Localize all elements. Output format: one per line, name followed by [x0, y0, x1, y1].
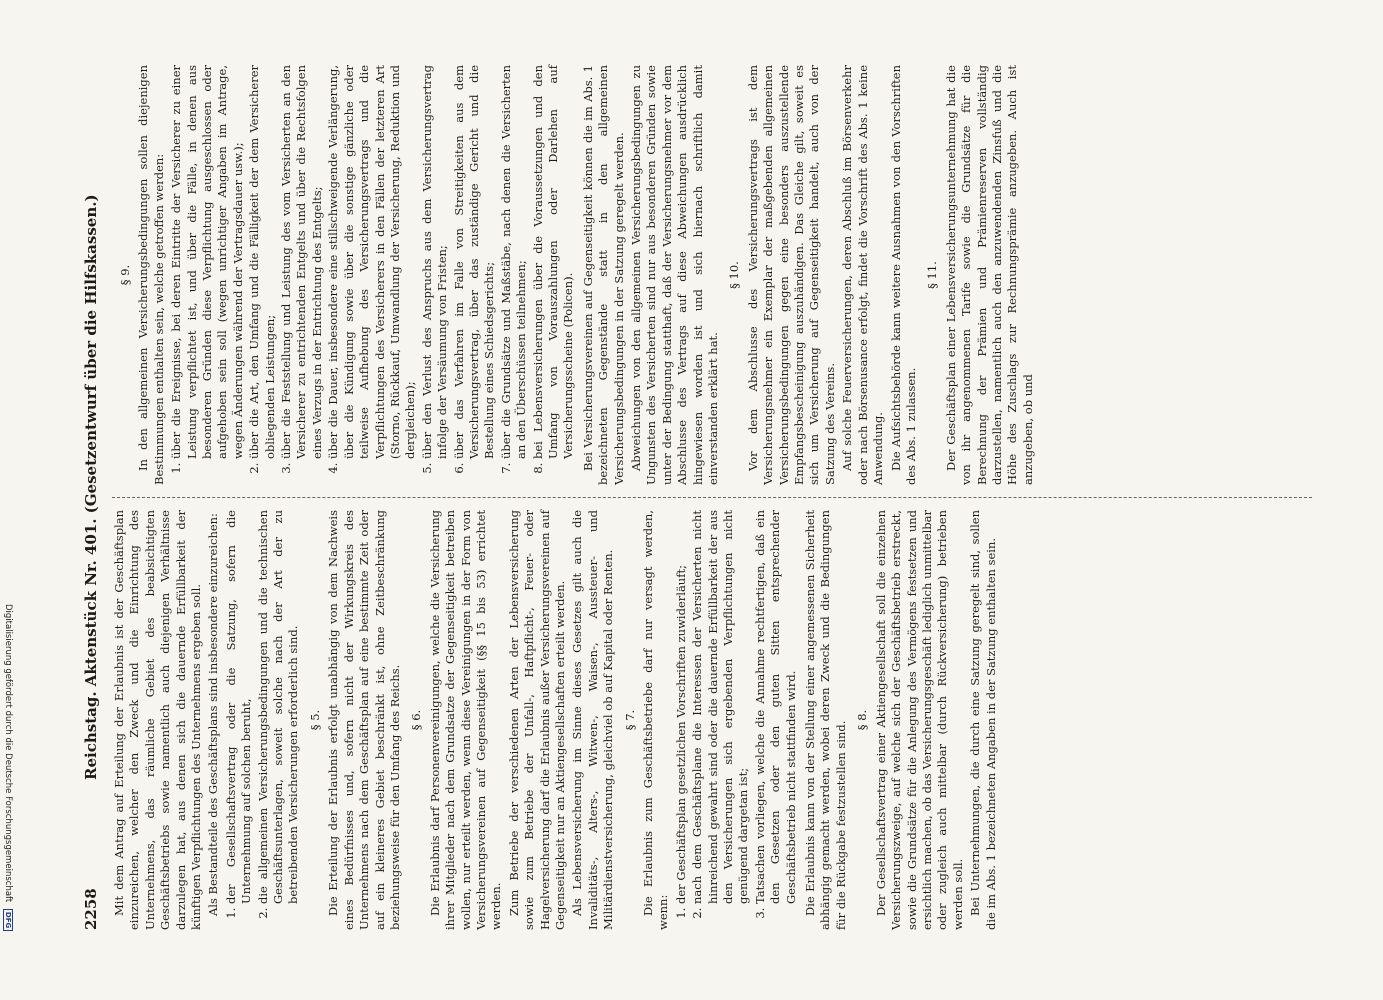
column-divider [112, 497, 1312, 498]
section-heading: § 9. [118, 264, 132, 286]
section-heading: § 8. [855, 709, 870, 731]
paragraph: Mit dem Antrag auf Erteilung der Erlaubnis ist der Geschäftsplan einzureichen, welcher den Zweck und die Einrichtung des Unternehmens, das räumliche Gebiet des beabsichtigten Geschäftsbetriebs sowie namentlich auch diejenigen Verhältnisse darzulegen hat, aus denen sich die dauernde Erfüllbarkeit der künftigen Verpflichtungen des Unternehmens ergeben soll. [112, 510, 204, 930]
list-item: 3. Tatsachen vorliegen, welche die Annahme rechtfertigen, daß ein den Gesetzen oder den guten Sitten entsprechender Geschäftsbetrieb nicht stattfinden wird. [753, 510, 799, 904]
list-item: 7. über die Grundsätze und Maßstäbe, nach denen die Versicherten an den Überschüssen teilnehmen; [499, 65, 530, 459]
list-item: 2. die allgemeinen Versicherungsbedingungen und die technischen Geschäftsunterlagen, soweit solche nach der Art der zu betreibenden Versicherungen erforderlich sind. [256, 510, 302, 904]
paragraph: In den allgemeinen Versicherungsbedingungen sollen diejenigen Bestimmungen enthalten sein, welche getroffen werden: [136, 65, 166, 485]
paragraph: Der Gesellschaftsvertrag einer Aktiengesellschaft soll die einzelnen Versicherungszweige, auf welche sich der Geschäftsbetrieb erstreckt, sowie die Grundsätze für die Anlegung des Vermögens festsetzen und ersichtlich machen, ob das Versicherungsgeschäft lediglich unmittelbar oder zugleich auch mittelbar (durch Rückversicherung) betrieben werden soll. [873, 510, 965, 930]
digitization-text: Digitalisierung gefördert durch die Deutsche Forschungsgemeinschaft [3, 604, 13, 903]
paragraph: Die Erlaubnis darf Personenvereinigungen, welche die Versicherung ihrer Mitglieder nach dem Grundsatze der Gegenseitigkeit betreiben wollen, nur erteilt werden, wenn diese Vereinigungen in der Form von Versicherungsvereinen auf Gegenseitigkeit (§§ 15 bis 53) errichtet werden. [427, 510, 504, 930]
running-title: Reichstag. Aktenstück Nr. 401. (Gesetzentwurf über die Hilfskassen.) [82, 194, 100, 780]
list-item: 6. über das Verfahren im Falle von Streitigkeiten aus dem Versicherungsvertrag, über das zuständige Gericht und die Bestellung eines Schiedsgerichts; [452, 65, 498, 459]
section-heading: § 7. [622, 709, 637, 731]
list [224, 510, 302, 930]
section-heading: § 10. [727, 261, 742, 289]
list-item: 5. über den Verlust des Anspruchs aus dem Versicherungsvertrag infolge der Versäumung von Fristen; [420, 65, 451, 459]
dfg-logo: DFG [3, 909, 13, 931]
section-heading: § 6. [409, 709, 424, 731]
paragraph: Die Erteilung der Erlaubnis erfolgt unabhängig von dem Nachweis eines Bedürfnisses und, sofern nicht der Wirkungskreis des Unternehmens nach dem Geschäftsplan auf eine bestimmte Zeit oder auf ein kleineres Gebiet beschränkt ist, ohne Zeitbeschränkung beziehungsweise für den Umfang des Reichs. [326, 510, 402, 930]
left-column [112, 510, 1312, 930]
list-item: 1. der Gesellschaftsvertrag oder die Satzung, sofern die Unternehmung auf solchen beruht, [224, 510, 255, 904]
section-heading: § 5. [307, 709, 322, 731]
rotated-sheet [40, 0, 1330, 1000]
paragraph: Auf solche Feuerversicherungen, deren Abschluß im Börsenverkehr oder nach Börsenusance erfolgt, findet die Vorschrift des Abs. 1 keine Anwendung. [840, 65, 886, 485]
paragraph: Als Bestandteile des Geschäftsplans sind insbesondere einzureichen: [206, 513, 221, 916]
list-item: 3. über die Feststellung und Leistung des vom Versicherten an den Versicherer zu entrichtenden Entgelts und über die Rechtsfolgen eines Verzugs in der Entrichtung des Entgelts; [279, 65, 325, 459]
list [674, 510, 799, 930]
paragraph: Abweichungen von den allgemeinen Versicherungsbedingungen zu Ungunsten des Versicherten sind nur aus besonderen Gründen sowie unter der Bedingung statthaft, daß der Versicherungsnehmer vor dem Abschlusse des Vertrags auf diese Abweichungen ausdrücklich hingewiesen worden ist und sich hiernach schriftlich damit einverstanden erklärt hat. [629, 65, 721, 485]
paragraph: Zum Betriebe der verschiedenen Arten der Lebensversicherung sowie zum Betriebe der Unfall-, Haftpflicht-, Feuer- oder Hagelversicherung darf die Erlaubnis außer Versicherungsvereinen auf Gegenseitigkeit nur an Aktiengesellschaften erteilt werden. [506, 510, 567, 930]
paragraph: Vor dem Abschlusse des Versicherungsvertrags ist dem Versicherungsnehmer ein Exemplar der maßgebenden allgemeinen Versicherungsbedingungen gegen eine besonders auszustellende Empfangsbescheinigung auszuhändigen. Das Gleiche gilt, soweit es sich um Versicherung auf Gegenseitigkeit handelt, auch von der Satzung des Vereins. [745, 65, 837, 485]
section-heading: § 11. [925, 261, 940, 289]
paragraph: Die Aufsichtsbehörde kann weitere Ausnahmen von den Vorschriften des Abs. 1 zulassen. [888, 65, 918, 485]
page-number: 2258 [82, 888, 100, 930]
paragraph: Als Lebensversicherung im Sinne dieses Gesetzes gilt auch die Invaliditäts-, Alters-, Witwen-, Waisen-, Aussteuer- und Militärdienstversicherung, gleichviel ob auf Kapital oder Renten. [570, 510, 616, 930]
list-item: 4. über die Dauer, insbesondere eine stillschweigende Verlängerung, über die Kündigung sowie über die sonstige gänzliche oder teilweise Aufhebung des Versicherungsvertrags und die Verpflichtungen des Versicherers in den Fällen der letzteren Art (Storno, Rückkauf, Umwandlung der Versicherung, Reduktion und dergleichen); [326, 65, 418, 459]
list-item: 1. über die Ereignisse, bei deren Eintritte der Versicherer zu einer Leistung verpflichtet ist, und über die Fälle, in denen aus besonderen Gründen diese Verpflichtung ausgeschlossen oder aufgehoben sein soll (wegen unrichtiger Angaben im Antrage, wegen Änderungen während der Vertragsdauer usw.); [169, 65, 246, 459]
paragraph: Bei Unternehmungen, die durch eine Satzung geregelt sind, sollen die im Abs. 1 bezeichneten Angaben in der Satzung enthalten sein. [968, 510, 998, 930]
list-item: 2. nach dem Geschäftsplane die Interessen der Versicherten nicht hinreichend gewahrt sind oder die dauernde Erfüllbarkeit der aus den Versicherungen sich ergebenden Verpflichtungen nicht genügend dargetan ist; [690, 510, 752, 904]
list-item: 1. der Geschäftsplan gesetzlichen Vorschriften zuwiderläuft; [674, 510, 689, 904]
list [169, 65, 577, 485]
digitization-note [3, 604, 13, 986]
paragraph: Der Geschäftsplan einer Lebensversicherungsunternehmung hat die von ihr angenommenen Tarife sowie die Grundsätze für die Berechnung der Prämien und Prämienreserven vollständig darzustellen, namentlich auch den anzuwendenden Zinsfuß und die Höhe des Zuschlags zur Rechnungsprämie anzugeben. Auch ist anzugeben, ob und [943, 65, 1035, 485]
list-item: 2. über die Art, den Umfang und die Fälligkeit der dem Versicherer obliegenden Leistungen; [247, 65, 278, 459]
list-item: 8. bei Lebensversicherungen über die Voraussetzungen und den Umfang von Vorauszahlungen oder Darlehen auf Versicherungsscheine (Policen). [531, 65, 577, 459]
right-column [112, 65, 1312, 485]
paragraph: Die Erlaubnis zum Geschäftsbetriebe darf nur versagt werden, wenn: [641, 510, 671, 930]
paragraph: Bei Versicherungsvereinen auf Gegenseitigkeit können die im Abs. 1 bezeichneten Gegenstände statt in den allgemeinen Versicherungsbedingungen in der Satzung geregelt werden. [580, 65, 626, 485]
running-header [80, 30, 102, 930]
paragraph: Die Erlaubnis kann von der Stellung einer angemessenen Sicherheit abhängig gemacht werden, wobei deren Zweck und die Bedingungen für die Rückgabe festzustellen sind. [803, 510, 848, 930]
